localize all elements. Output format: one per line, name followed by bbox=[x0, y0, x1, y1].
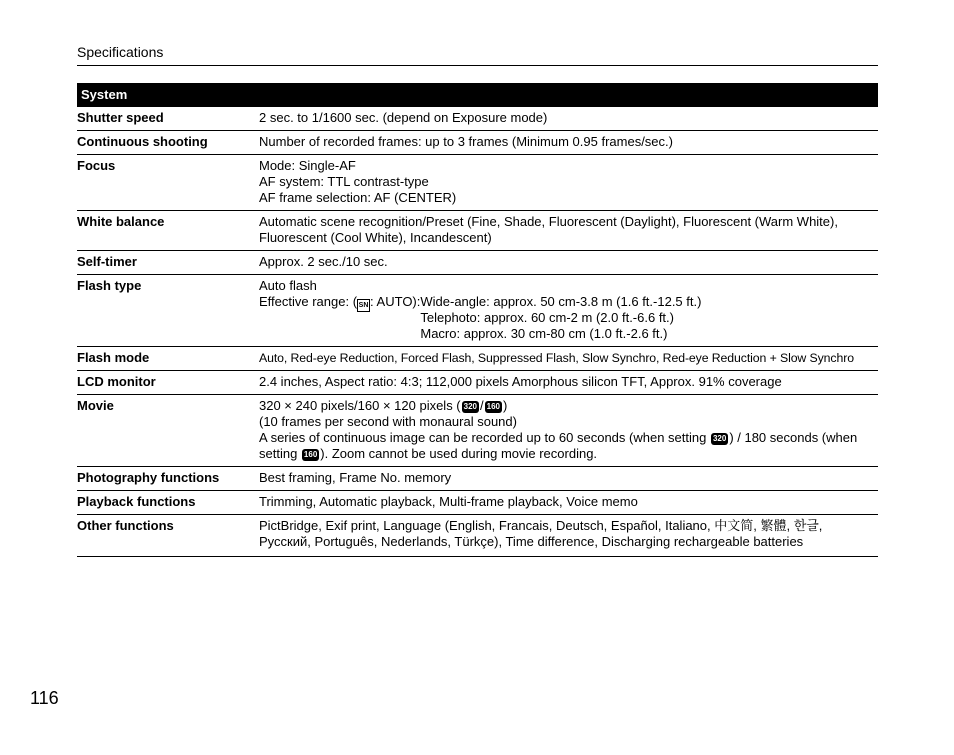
row-value bbox=[259, 350, 878, 366]
row-photography-functions bbox=[77, 467, 878, 491]
page-number: 116 bbox=[30, 688, 59, 708]
focus-mode: Mode: Single-AF bbox=[259, 158, 356, 173]
row-label: Focus bbox=[77, 158, 116, 173]
row-value bbox=[259, 518, 878, 550]
flash-effective-range bbox=[259, 294, 878, 342]
running-head: Specifications bbox=[77, 44, 164, 60]
row-value: Best framing, Frame No. memory bbox=[259, 470, 452, 485]
movie-duration-text: A series of continuous image can be recorded up to 60 seconds (when setting bbox=[259, 430, 710, 445]
row-value: Approx. 2 sec./10 sec. bbox=[259, 254, 388, 269]
row-label: White balance bbox=[77, 214, 165, 229]
scene-navigator-icon: SN bbox=[357, 299, 370, 312]
movie-resolution-text: 320 × 240 pixels/160 × 120 pixels ( bbox=[259, 398, 461, 413]
flash-range-prefix: Effective range: ( bbox=[259, 294, 358, 309]
row-other-functions bbox=[77, 515, 878, 557]
white-balance-text: Automatic scene recognition/Preset (Fine, Shade, Fluorescent (Daylight), Fluorescent (Warm White), Fluorescent (Cool White), Incandescent) bbox=[259, 214, 838, 245]
row-white-balance bbox=[77, 211, 878, 251]
movie-resolution-sep: / bbox=[480, 398, 484, 413]
movie-resolution bbox=[259, 398, 878, 414]
row-label: Self-timer bbox=[77, 254, 137, 269]
row-value bbox=[259, 398, 878, 462]
other-functions-line-1: PictBridge, Exif print, Language (English, Francais, Deutsch, Español, Italiano, 中文简, 繁體, 한글, bbox=[259, 518, 823, 533]
row-label: LCD monitor bbox=[77, 374, 156, 389]
row-label: Flash mode bbox=[77, 350, 150, 365]
movie-duration-mid: ) / 180 seconds (when setting bbox=[259, 430, 858, 461]
row-value bbox=[259, 214, 878, 246]
row-continuous-shooting bbox=[77, 131, 878, 155]
row-label: Flash type bbox=[77, 278, 142, 293]
row-focus bbox=[77, 155, 878, 211]
flash-mode-text: Auto, Red-eye Reduction, Forced Flash, Suppressed Flash, Slow Synchro, Red-eye Reduction + Slow Synchro bbox=[259, 351, 854, 365]
flash-range-wide: Wide-angle: approx. 50 cm-3.8 m (1.6 ft.-12.5 ft.) bbox=[420, 294, 702, 309]
specifications-table bbox=[77, 83, 878, 557]
row-flash-type bbox=[77, 275, 878, 347]
row-label: Shutter speed bbox=[77, 110, 164, 125]
row-shutter-speed bbox=[77, 107, 878, 131]
flash-range-macro: Macro: approx. 30 cm-80 cm (1.0 ft.-2.6 ft.) bbox=[420, 326, 668, 341]
flash-range-lead bbox=[259, 294, 420, 342]
flash-range-list bbox=[420, 294, 701, 342]
movie-duration-end: ). Zoom cannot be used during movie recording. bbox=[320, 446, 598, 461]
row-label: Playback functions bbox=[77, 494, 196, 509]
row-label: Other functions bbox=[77, 518, 174, 533]
quality-160-icon: 160 bbox=[303, 450, 318, 459]
row-playback-functions bbox=[77, 491, 878, 515]
quality-160-icon: 160 bbox=[486, 402, 500, 411]
row-self-timer bbox=[77, 251, 878, 275]
other-functions-line-2: Русский, Português, Nederlands, Türkçe), Time difference, Discharging rechargeable batteries bbox=[259, 534, 804, 549]
quality-320-icon: 320 bbox=[712, 434, 727, 443]
row-value bbox=[259, 158, 878, 206]
row-label: Photography functions bbox=[77, 470, 220, 485]
row-lcd-monitor bbox=[77, 371, 878, 395]
row-label: Continuous shooting bbox=[77, 134, 208, 149]
row-value: 2 sec. to 1/1600 sec. (depend on Exposure mode) bbox=[259, 110, 548, 125]
flash-type-auto: Auto flash bbox=[259, 278, 317, 293]
flash-range-suffix: : AUTO): bbox=[370, 294, 421, 309]
focus-af-frame: AF frame selection: AF (CENTER) bbox=[259, 190, 457, 205]
movie-resolution-end: ) bbox=[502, 398, 508, 413]
row-value bbox=[259, 278, 878, 342]
row-value: Number of recorded frames: up to 3 frames (Minimum 0.95 frames/sec.) bbox=[259, 134, 673, 149]
movie-duration bbox=[259, 430, 878, 462]
row-movie bbox=[77, 395, 878, 467]
row-label: Movie bbox=[77, 398, 114, 413]
focus-af-system: AF system: TTL contrast-type bbox=[259, 174, 429, 189]
movie-frame-rate: (10 frames per second with monaural sound) bbox=[259, 414, 517, 429]
row-value: Trimming, Automatic playback, Multi-frame playback, Voice memo bbox=[259, 494, 638, 509]
row-value: 2.4 inches, Aspect ratio: 4:3; 112,000 pixels Amorphous silicon TFT, Approx. 91% coverage bbox=[259, 374, 782, 389]
row-flash-mode bbox=[77, 347, 878, 371]
flash-range-tele: Telephoto: approx. 60 cm-2 m (2.0 ft.-6.6 ft.) bbox=[420, 310, 674, 325]
section-header-system: System bbox=[77, 83, 878, 107]
header-rule bbox=[77, 65, 878, 66]
quality-320-icon: 320 bbox=[463, 402, 477, 411]
